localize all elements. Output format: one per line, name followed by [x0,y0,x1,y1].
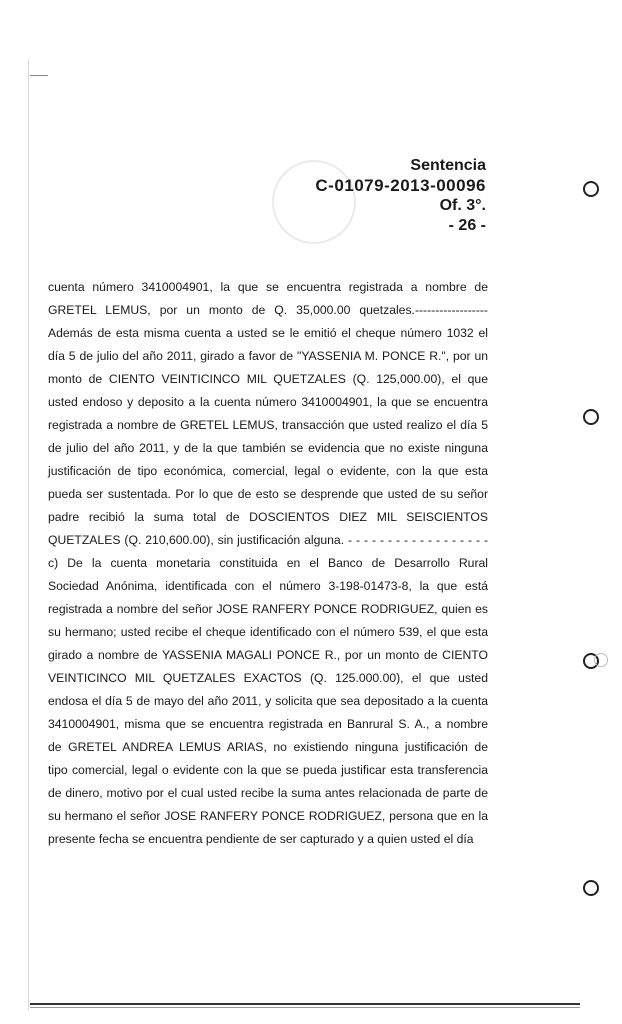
text-line: presente fecha se encuentra pendiente de ser capturado y a quien usted el día [48,832,474,846]
text-line: VEINTICINCO MIL QUETZALES EXACTOS (Q. 125.000.00), el que usted [48,671,488,685]
text-line: registrada a nombre del señor JOSE RANFERY PONCE RODRIGUEZ, quien es [48,602,488,616]
text-line: QUETZALES (Q. 210,600.00), sin justificación alguna. - - - - - - - - - - - - - - - - - - [48,533,488,547]
document-title: Sentencia [410,157,486,174]
bottom-rule [30,1003,580,1005]
text-line: su hermano; usted recibe el cheque identificado con el número 539, el que esta [48,625,488,639]
office-number: Of. 3°. [439,197,486,214]
text-line: de julio del año 2011, y de la que también se evidencia que no existe ninguna [48,441,488,455]
punch-hole-icon [583,880,599,896]
text-line: GRETEL LEMUS, por un monto de Q. 35,000.00 quetzales.------------------ [48,303,488,317]
page-number: - 26 - [448,217,486,234]
text-line: día 5 de julio del año 2011, girado a favor de "YASSENIA M. PONCE R.", por un [48,349,488,363]
punch-hole-icon [583,409,599,425]
text-line: su hermano el señor JOSE RANFERY PONCE RODRIGUEZ, persona que en la [48,809,488,823]
text-line: tipo comercial, legal o evidente con la que se pueda justificar esta transferencia [48,763,488,777]
text-line: monto de CIENTO VEINTICINCO MIL QUETZALES (Q. 125,000.00), el que [48,372,488,386]
text-line: registrada a nombre de GRETEL LEMUS, transacción que usted realizo el día 5 [48,418,488,432]
text-line: de GRETEL ANDREA LEMUS ARIAS, no existiendo ninguna justificación de [48,740,488,754]
document-header [315,156,486,236]
text-line: Además de esta misma cuenta a usted se le emitió el cheque número 1032 el [48,326,488,340]
text-line: padre recibió la suma total de DOSCIENTOS DIEZ MIL SEISCIENTOS [48,510,488,524]
text-line: c) De la cuenta monetaria constituida en el Banco de Desarrollo Rural [48,556,488,570]
stamp-watermark [160,195,260,219]
text-line: Sociedad Anónima, identificada con el número 3-198-01473-8, la que está [48,579,488,593]
text-line: girado a nombre de YASSENIA MAGALI PONCE R., por un monto de CIENTO [48,648,488,662]
text-line: de dinero, motivo por el cual usted recibe la suma antes relacionada de parte de [48,786,488,800]
punch-hole-icon [583,181,599,197]
document-body [48,276,488,851]
text-line: 3410004901, misma que se encuentra registrada en Banrural S. A., a nombre [48,717,488,731]
bottom-rule-thin [30,1007,580,1008]
text-line: usted endoso y deposito a la cuenta número 3410004901, la que se encuentra [48,395,488,409]
text-line: endosa el día 5 de mayo del año 2011, y solicita que sea depositado a la cuenta [48,694,488,708]
punch-hole-shadow-icon [594,653,608,667]
case-number: C-01079-2013-00096 [315,176,486,195]
text-line: cuenta número 3410004901, la que se encuentra registrada a nombre de [48,280,488,294]
text-line: justificación de tipo económica, comercial, legal o evidente, con la que esta [48,464,488,478]
top-rule [30,75,48,76]
text-line: pueda ser sustentada. Por lo que de esto se desprende que usted de su señor [48,487,488,501]
